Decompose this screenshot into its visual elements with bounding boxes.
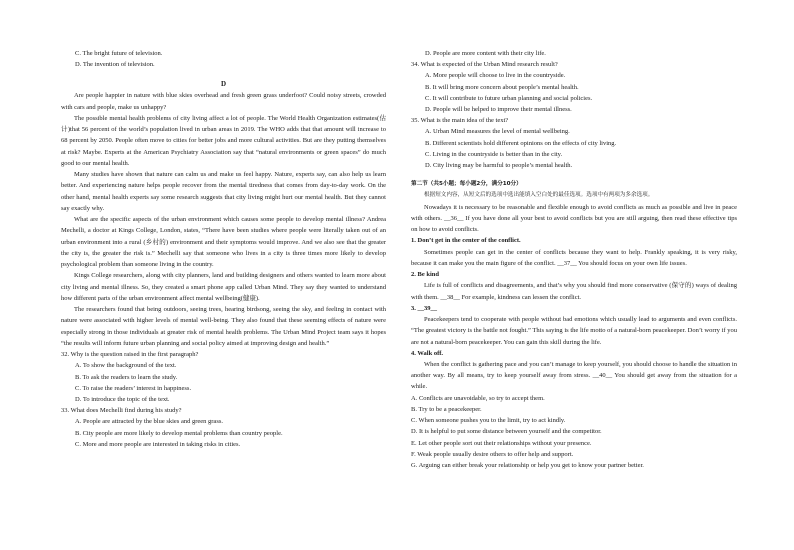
question-33-stem: 33. What does Mechelli find during his study? bbox=[61, 407, 182, 415]
answer-choice: B. Try to be a peacekeeper. bbox=[411, 405, 482, 413]
question-33-option: D. People are more content with their city life. bbox=[425, 50, 546, 57]
answer-choice: G. Arguing can either break your relationship or help you get to know your partner better. bbox=[411, 461, 644, 469]
option-line: C. The bright future of television. bbox=[75, 50, 163, 57]
tip-heading: 1. Don’t get in the center of the conflict. bbox=[411, 237, 521, 245]
question-32-option: A. To show the background of the text. bbox=[75, 362, 177, 370]
passage-paragraph: Are people happier in nature with blue skies overhead and fresh green grass underfoot? Could noisy streets, crowded with cars and people, make us unhappy? bbox=[61, 92, 386, 111]
answer-choice: A. Conflicts are unavoidable, so try to accept them. bbox=[411, 394, 545, 402]
passage-paragraph: The researchers found that being outdoors, seeing trees, hearing birdsong, seeing the sky, and feeling in contact with nature were associated with higher levels of mental well-being. They also found that these seeming effects of nature were especially strong in those individuals at greater risk of mental health problems. The Urban Mind Project team says it hopes “the results will inform future urban planning and social policy aimed at improving design and health.” bbox=[61, 306, 386, 347]
question-34-option: C. It will contribute to future urban planning and social policies. bbox=[425, 94, 593, 102]
question-35-option: D. City living may be harmful to people’s mental health. bbox=[425, 162, 573, 170]
question-35-option: B. Different scientists hold different opinions on the effects of city living. bbox=[425, 139, 617, 147]
passage-paragraph: The possible mental health problems of city living affect a lot of people. The World Health Organization estimates(估计)that 56 percent of the world’s population lived in urban areas in 2019. The WHO adds that that amount will increase to 68 percent by 2050. People often move to cities for better jobs and more cultural activities. But are they putting themselves at risk? Maybe. Experts at the American Psychiatry Association say that “natural environments or green spaces” do much good to our mental health. bbox=[61, 114, 386, 167]
passage-paragraph: Sometimes people can get in the center of conflicts because they want to help. Frankly speaking, it is very risky, because it can make you the main figure of the conflict. __37__ You should focus on your own life issues. bbox=[411, 248, 737, 267]
question-34-stem: 34. What is expected of the Urban Mind research result? bbox=[411, 61, 558, 69]
passage-paragraph: Kings College researchers, along with city planners, land and building designers and others wanted to learn more about city living and mental illness. So, they created a smart phone app called Urban Mind. They say they wanted to understand how different parts of the urban environment affect mental wellbeing(健康). bbox=[61, 272, 386, 302]
answer-choice: C. When someone pushes you to the limit, try to act kindly. bbox=[411, 417, 566, 425]
passage-paragraph: Peacekeepers tend to cooperate with people without bad emotions which usually lead to arguments and even conflicts. “The greatest victory is the battle not fought.” This saying is the life motto of a natural-born peacekeeper. Don’t worry if you are not a natural-born peacekeeper. You can gain this skill during the life. bbox=[411, 316, 737, 346]
question-33-option: B. City people are more likely to develop mental problems than country people. bbox=[75, 429, 283, 437]
passage-d-title: D bbox=[220, 80, 227, 89]
question-33-option: C. More and more people are interested in taking risks in cities. bbox=[75, 440, 241, 448]
question-35-option: A. Urban Mind measures the level of mental wellbeing. bbox=[425, 128, 570, 136]
left-column bbox=[61, 48, 386, 450]
passage-paragraph: Nowadays it is necessary to be reasonable and flexible enough to avoid conflicts as much as possible and live in peace with others. __36__ If you have done all your best to avoid conflicts but you are still arguing, then read these effective tips on how to avoid conflicts. bbox=[411, 203, 737, 234]
option-line: D. The invention of television. bbox=[75, 61, 155, 69]
question-32-option: B. To ask the readers to learn the study. bbox=[75, 373, 178, 381]
section-2-title: 第二节（共5小题；每小题2分，满分10分） bbox=[411, 181, 522, 188]
passage-paragraph: When the conflict is gathering pace and you can’t manage to keep yourself, you should choose to handle the situation in another way. By all means, try to keep yourself away from stress. __40__ You should get away from the situation for a while. bbox=[411, 360, 737, 391]
tip-heading: 2. Be kind bbox=[411, 271, 439, 279]
tip-heading: 3. __39__ bbox=[411, 304, 437, 312]
answer-choice: F. Weak people usually desire others to offer help and support. bbox=[411, 450, 574, 458]
passage-paragraph: Life is full of conflicts and disagreements, and that’s why you should find more conservative (保守的) ways of dealing with them. __38__ For example, kindness can lessen the conflict. bbox=[411, 282, 737, 301]
right-column bbox=[411, 48, 737, 471]
passage-paragraph: What are the specific aspects of the urban environment which causes some people to develop mental illness? Andrea Mechelli, a doctor at Kings College, London, states, “There have been studies where people were literally taken out of an urban environment into a rural (乡村的) environment and their symptoms would improve. And we also see that the greater the city is, the greater the risk is.” Mechelli say that someone who lives in a city is three times more likely to develop psychological problem than someone living in the country. bbox=[61, 216, 386, 269]
question-34-option: D. People will be helped to improve their mental illness. bbox=[425, 106, 572, 114]
answer-choice: E. Let other people sort out their relationships without your presence. bbox=[411, 439, 592, 447]
question-32-option: C. To raise the readers’ interest in happiness. bbox=[75, 384, 192, 392]
question-35-option: C. Living in the countryside is better than in the city. bbox=[425, 150, 563, 158]
question-32-stem: 32. Why is the question raised in the first paragraph? bbox=[61, 351, 199, 359]
question-32-option: D. To introduce the topic of the text. bbox=[75, 395, 170, 403]
question-34-option: B. It will bring more concern about people’s mental health. bbox=[425, 83, 579, 91]
question-33-option: A. People are attracted by the blue skies and green grass. bbox=[75, 418, 224, 426]
question-34-option: A. More people will choose to live in the countryside. bbox=[425, 72, 566, 80]
tip-heading: 4. Walk off. bbox=[411, 349, 444, 357]
answer-choice: D. It is helpful to put some distance between yourself and the competitor. bbox=[411, 428, 602, 436]
question-35-stem: 35. What is the main idea of the text? bbox=[411, 117, 509, 125]
passage-paragraph: Many studies have shown that nature can calm us and make us feel happy. Nature, experts say, can also help us learn better. And experiencing nature helps people recover from the mental tiredness that comes from day-to-day work. On the other hand, mental health experts say some research suggests that city living might hurt our mental health. But they cannot say exactly why. bbox=[61, 171, 386, 212]
section-2-instruction: 根据短文内容，从短文后的选项中选出能填入空白处的最佳选项。选项中有两项为多余选项。 bbox=[424, 192, 654, 199]
